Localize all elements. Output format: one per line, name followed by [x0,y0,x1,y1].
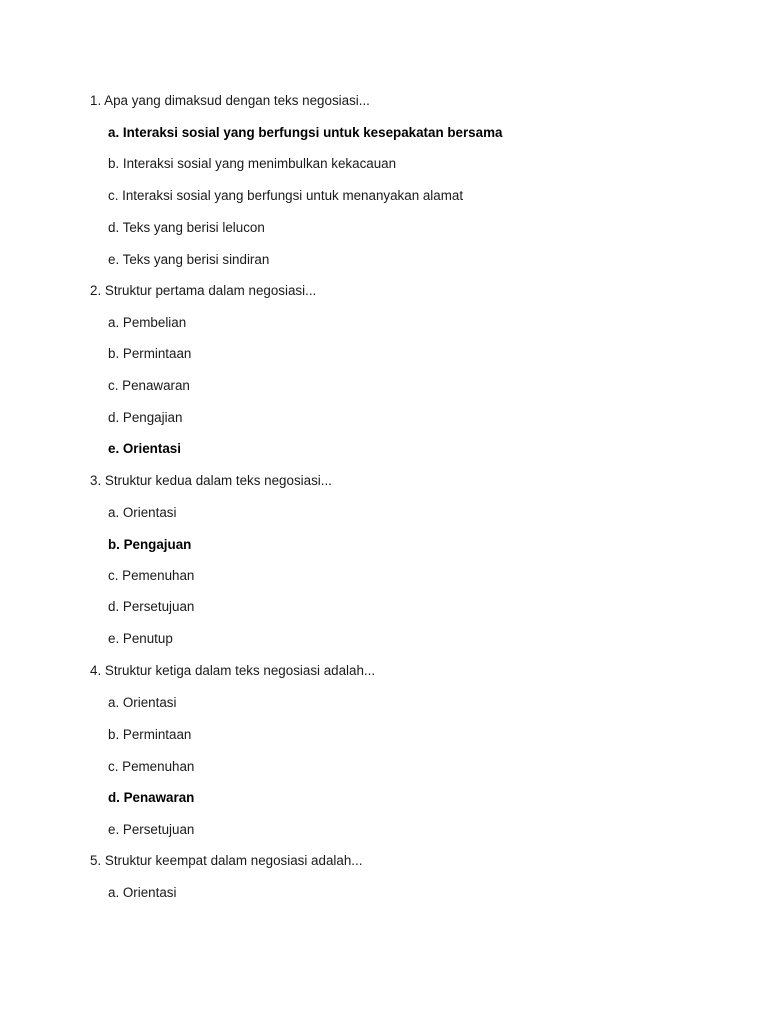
question-4-option-b: b. Permintaan [108,727,192,742]
question-3-option-d: d. Persetujuan [108,599,195,614]
question-2-option-a: a. Pembelian [108,315,187,330]
question-2-option-e: e. Orientasi [108,441,181,456]
question-4-option-e: e. Persetujuan [108,822,195,837]
question-2-option-c: c. Penawaran [108,378,190,393]
question-2-option-d: d. Pengajian [108,410,183,425]
question-1-option-a: a. Interaksi sosial yang berfungsi untuk kesepakatan bersama [108,125,503,140]
question-3-option-e: e. Penutup [108,631,173,646]
question-1: 1. Apa yang dimaksud dengan teks negosiasi... [90,93,370,108]
question-4-option-c: c. Pemenuhan [108,759,195,774]
question-2: 2. Struktur pertama dalam negosiasi... [90,283,317,298]
question-1-option-e: e. Teks yang berisi sindiran [108,252,270,267]
question-4-option-a: a. Orientasi [108,695,177,710]
question-4-option-d: d. Penawaran [108,790,195,805]
question-3-option-a: a. Orientasi [108,505,177,520]
question-4: 4. Struktur ketiga dalam teks negosiasi adalah... [90,663,376,678]
question-1-option-c: c. Interaksi sosial yang berfungsi untuk menanyakan alamat [108,188,464,203]
question-1-option-b: b. Interaksi sosial yang menimbulkan kekacauan [108,156,397,171]
question-5: 5. Struktur keempat dalam negosiasi adalah... [90,853,363,868]
question-2-option-b: b. Permintaan [108,346,192,361]
question-1-option-d: d. Teks yang berisi lelucon [108,220,265,235]
question-3: 3. Struktur kedua dalam teks negosiasi... [90,473,332,488]
question-3-option-c: c. Pemenuhan [108,568,195,583]
question-3-option-b: b. Pengajuan [108,537,192,552]
question-5-option-a: a. Orientasi [108,885,177,900]
